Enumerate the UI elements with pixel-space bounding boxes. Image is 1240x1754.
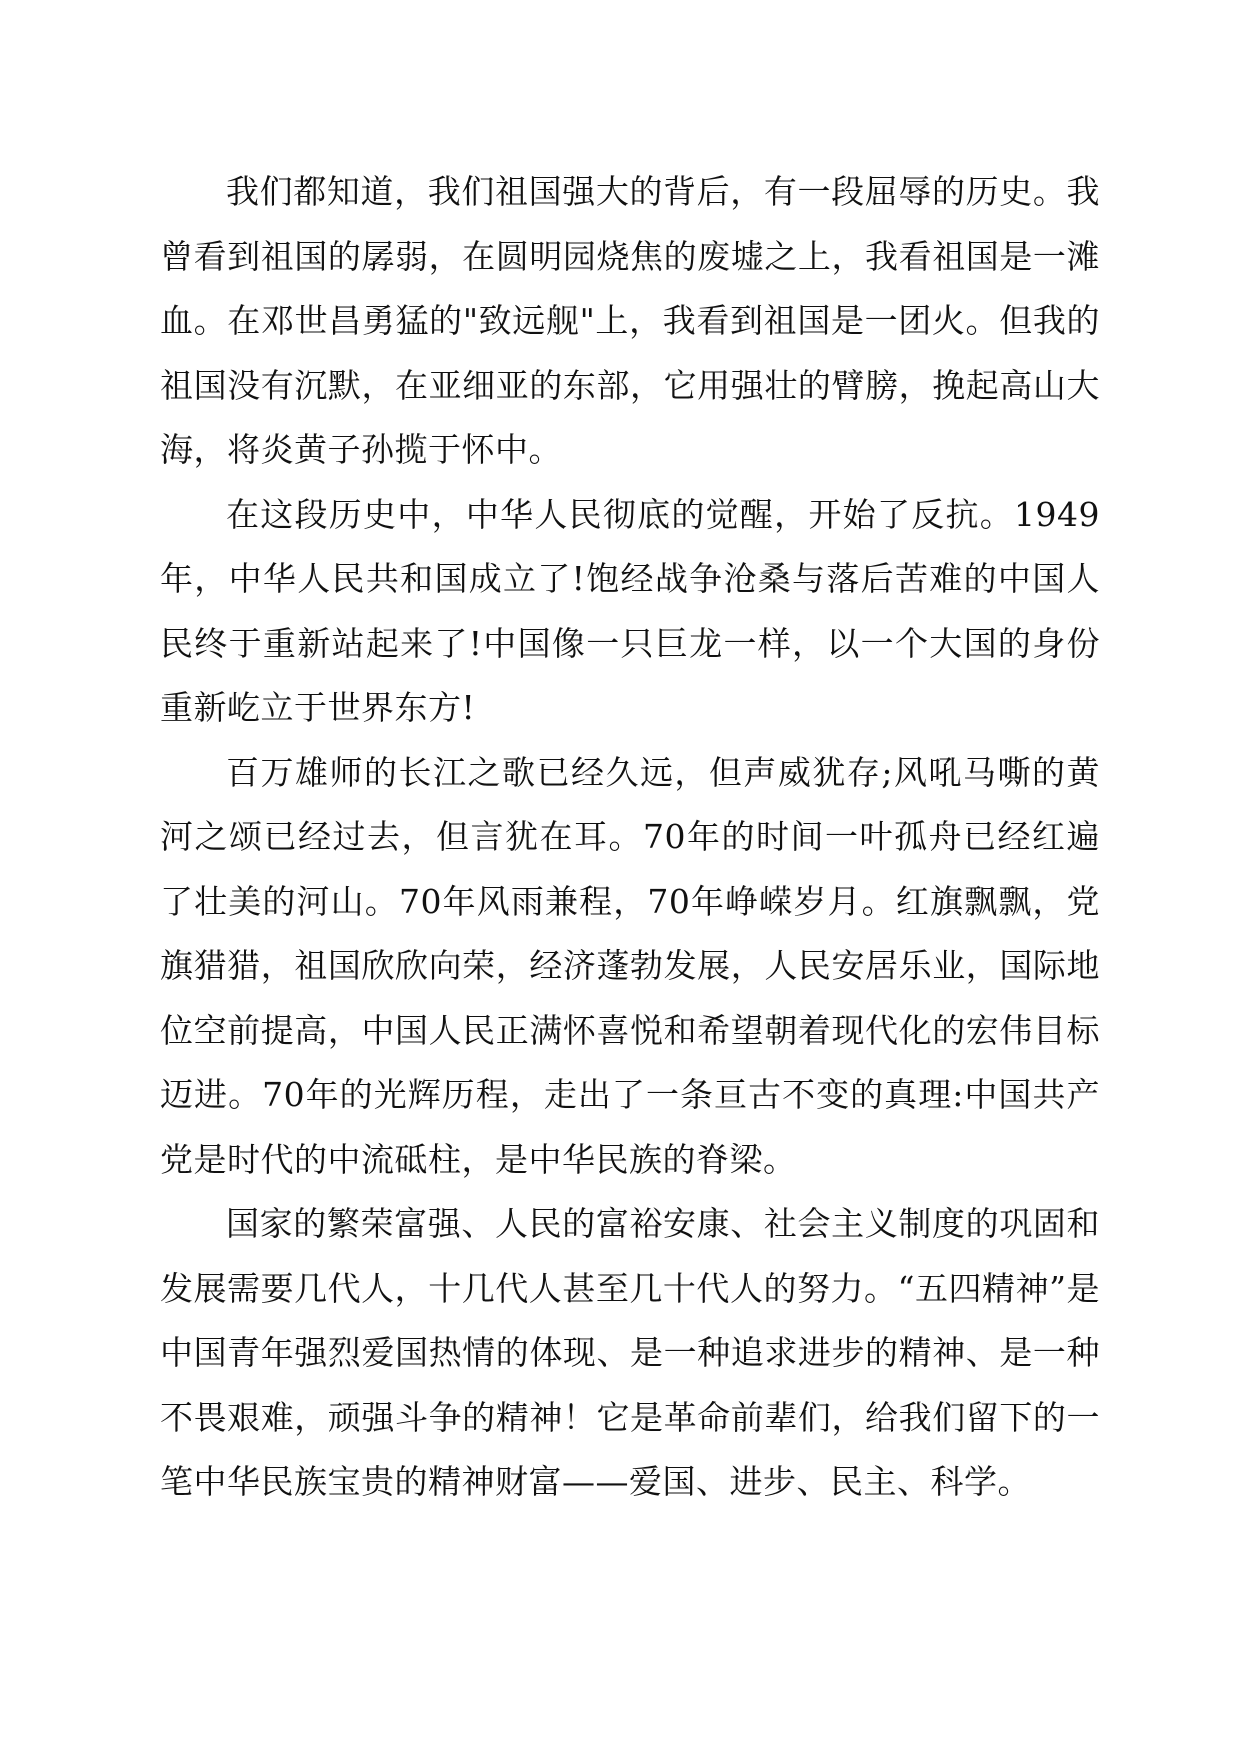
paragraph-seventy-years: 百万雄师的长江之歌已经久远，但声威犹存;风吼马嘶的黄河之颂已经过去，但言犹在耳。70年的时间一叶孤舟已经红遍了壮美的河山。70年风雨兼程，70年峥嵘岁月。红旗飘飘，党旗猎猎，祖国欣欣向荣，经济蓬勃发展，人民安居乐业，国际地位空前提高，中国人民正满怀喜悦和希望朝着现代化的宏伟目标迈进。70年的光辉历程，走出了一条亘古不变的真理:中国共产党是时代的中流砥柱，是中华民族的脊梁。: [160, 752, 1100, 1179]
document-body: [160, 160, 1100, 1515]
paragraph-awakening: 在这段历史中，中华人民彻底的觉醒，开始了反抗。1949年，中华人民共和国成立了!饱经战争沧桑与落后苦难的中国人民终于重新站起来了!中国像一只巨龙一样，以一个大国的身份重新屹立于世界东方!: [160, 494, 1100, 727]
paragraph-may-fourth-spirit: 国家的繁荣富强、人民的富裕安康、社会主义制度的巩固和发展需要几代人，十几代人甚至几十代人的努力。“五四精神”是中国青年强烈爱国热情的体现、是一种追求进步的精神、是一种不畏艰难，顽强斗争的精神！它是革命前辈们，给我们留下的一笔中华民族宝贵的精神财富——爱国、进步、民主、科学。: [160, 1204, 1100, 1501]
paragraph-history: 我们都知道，我们祖国强大的背后，有一段屈辱的历史。我曾看到祖国的孱弱，在圆明园烧焦的废墟之上，我看祖国是一滩血。在邓世昌勇猛的"致远舰"上，我看到祖国是一团火。但我的祖国没有沉默，在亚细亚的东部，它用强壮的臂膀，挽起高山大海，将炎黄子孙揽于怀中。: [160, 172, 1100, 469]
